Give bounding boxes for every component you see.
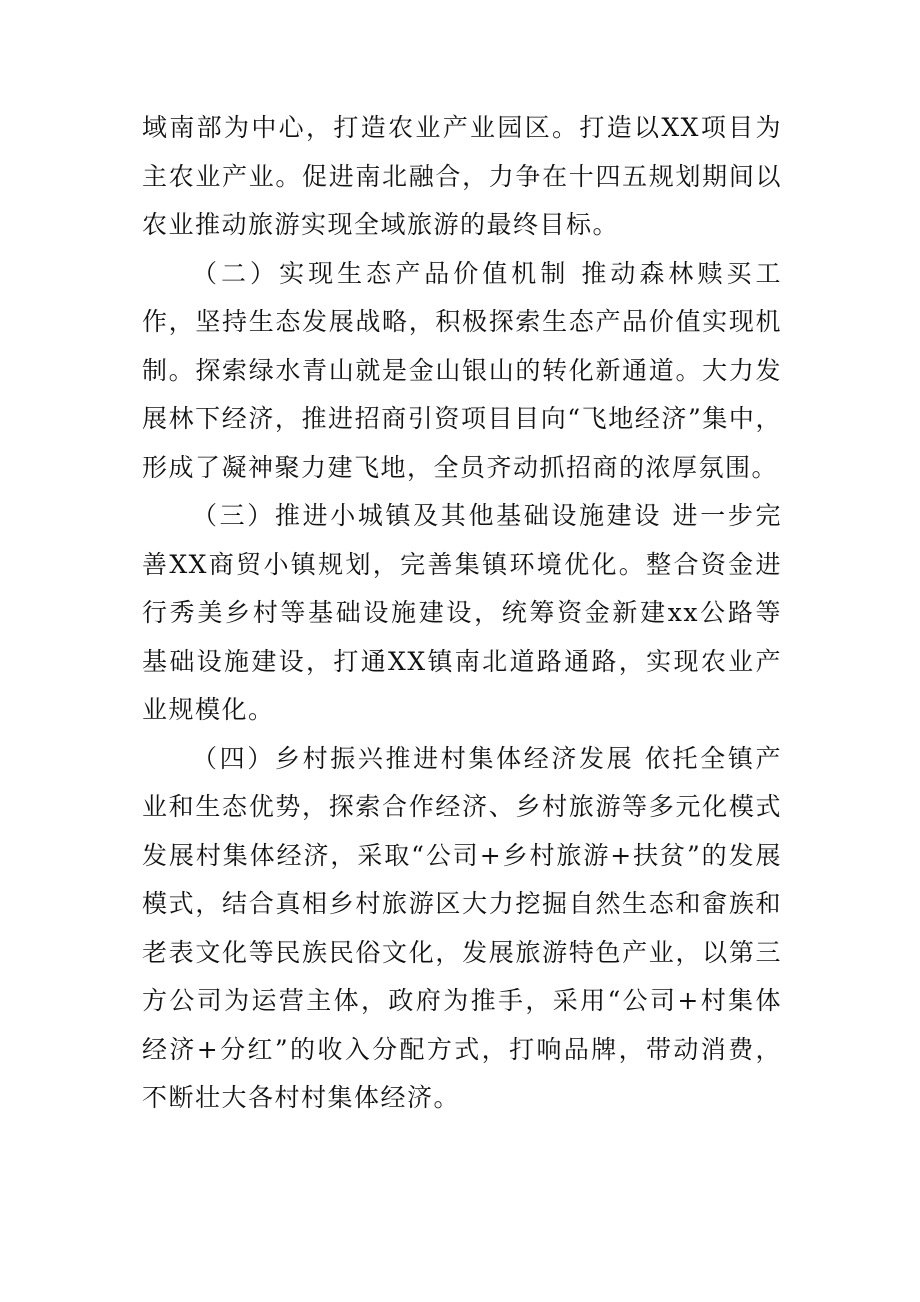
paragraph-section-3: （三）推进小城镇及其他基础设施建设 进一步完善XX商贸小镇规划，完善集镇环境优化。整合资金进行秀美乡村等基础设施建设，统筹资金新建xx公路等基础设施建设，打通XX镇南北道路通路，实现农业产业规模化。 <box>142 501 782 724</box>
paragraph-section-2: （二）实现生态产品价值机制 推动森林赎买工作，坚持生态发展战略，积极探索生态产品价值实现机制。探索绿水青山就是金山银山的转化新通道。大力发展林下经济，推进招商引资项目目向“飞地经济”集中，形成了凝神聚力建飞地，全员齐动抓招商的浓厚氛围。 <box>142 258 782 482</box>
paragraph-section-4: （四）乡村振兴推进村集体经济发展 依托全镇产业和生态优势，探索合作经济、乡村旅游等多元化模式发展村集体经济，采取“公司+乡村旅游+扶贫”的发展模式，结合真相乡村旅游区大力挖掘自然生态和畲族和老表文化等民族民俗文化，发展旅游特色产业，以第三方公司为运营主体，政府为推手，采用“公司+村集体经济+分红”的收入分配方式，打响品牌，带动消费，不断壮大各村村集体经济。 <box>142 743 782 1112</box>
paragraph-continuation: 域南部为中心，打造农业产业园区。打造以XX项目为主农业产业。促进南北融合，力争在十四五规划期间以农业推动旅游实现全域旅游的最终目标。 <box>142 113 782 239</box>
document-body <box>142 104 782 1123</box>
